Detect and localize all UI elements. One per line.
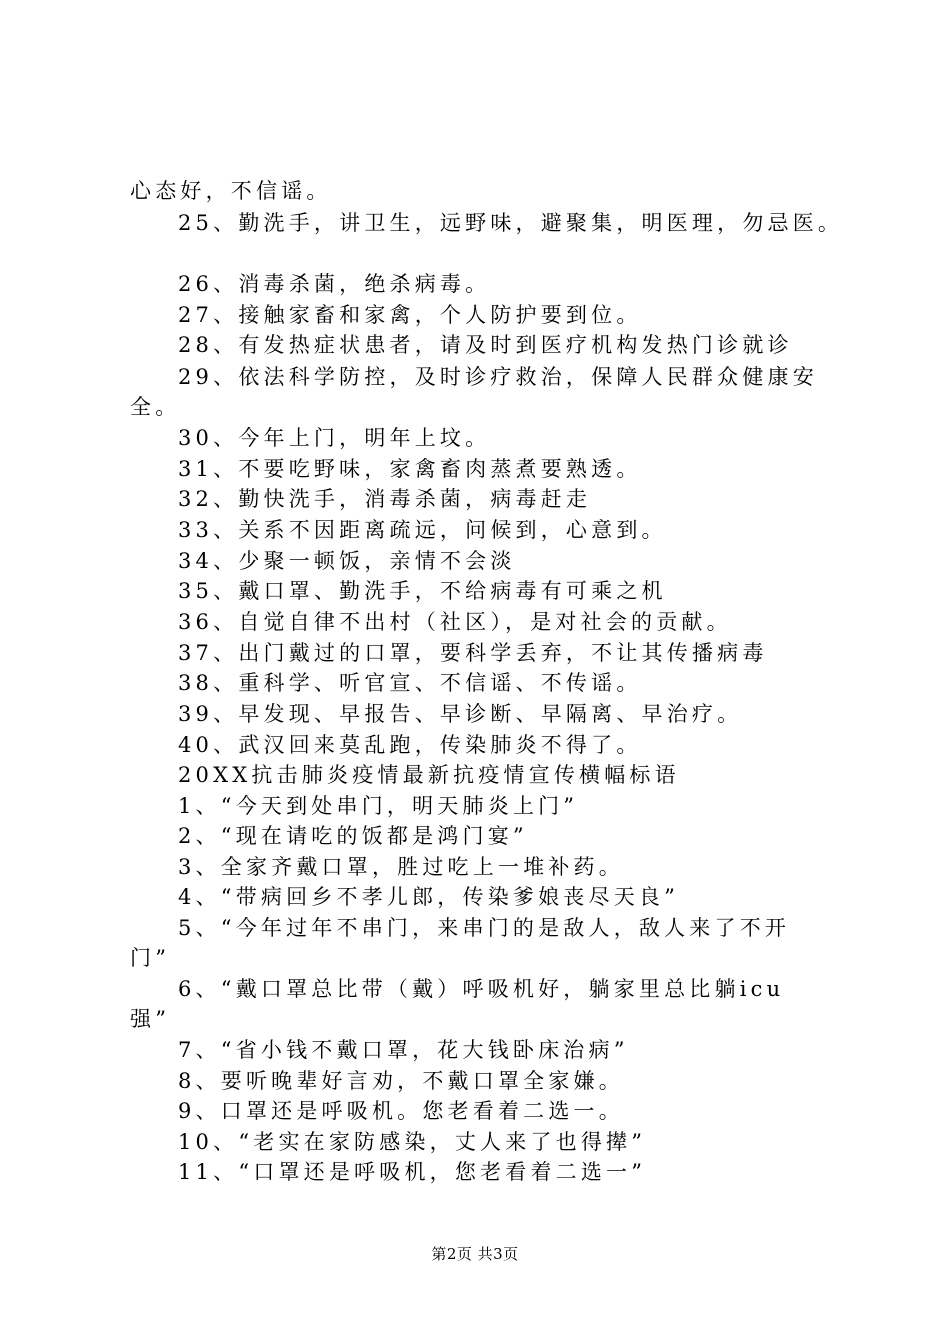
text-line: 32、勤快洗手，消毒杀菌，病毒赶走 (178, 487, 592, 511)
text-line: 3、全家齐戴口罩，胜过吃上一堆补药。 (178, 855, 624, 879)
text-line: 40、武汉回来莫乱跑，传染肺炎不得了。 (178, 733, 642, 757)
text-line: 26、消毒杀菌，绝杀病毒。 (178, 272, 491, 296)
page-footer: 第2页 共3页 (431, 1245, 519, 1263)
text-line: 心态好，不信谣。 (130, 179, 332, 203)
text-line: 35、戴口罩、勤洗手，不给病毒有可乘之机 (178, 579, 667, 603)
text-line: 31、不要吃野味，家禽畜肉蒸煮要熟透。 (178, 457, 642, 481)
text-line: 29、依法科学防控，及时诊疗救治，保障人民群众健康安 (178, 365, 818, 389)
text-line: 2、“现在请吃的饭都是鸿门宴” (178, 824, 528, 848)
text-line: 37、出门戴过的口罩，要科学丢弃，不让其传播病毒 (178, 641, 768, 665)
text-line: 6、“戴口罩总比带（戴）呼吸机好，躺家里总比躺icu (178, 977, 785, 1001)
text-line: 39、早发现、早报告、早诊断、早隔离、早治疗。 (178, 702, 743, 726)
text-line: 27、接触家畜和家禽，个人防护要到位。 (178, 303, 642, 327)
text-line: 强” (130, 1007, 171, 1031)
text-line: 9、口罩还是呼吸机。您老看着二选一。 (178, 1099, 624, 1123)
text-line: 11、“口罩还是呼吸机，您老看着二选一” (178, 1160, 647, 1184)
text-line: 38、重科学、听官宣、不信谣、不传谣。 (178, 671, 642, 695)
text-line: 33、关系不因距离疏远，问候到，心意到。 (178, 518, 667, 542)
text-line: 8、要听晚辈好言劝，不戴口罩全家嫌。 (178, 1069, 624, 1093)
text-line: 5、“今年过年不串门，来串门的是敌人，敌人来了不开 (178, 916, 791, 940)
text-line: 25、勤洗手，讲卫生，远野味，避聚集，明医理，勿忌医。 (178, 211, 844, 235)
text-line: 30、今年上门，明年上坟。 (178, 426, 491, 450)
text-line: 全。 (130, 395, 181, 419)
text-line: 门” (130, 946, 171, 970)
text-line: 28、有发热症状患者，请及时到医疗机构发热门诊就诊 (178, 333, 793, 357)
text-line: 4、“带病回乡不孝儿郎，传染爹娘丧尽天良” (178, 885, 680, 909)
section-heading: 20XX抗击肺炎疫情最新抗疫情宣传横幅标语 (178, 763, 680, 787)
text-line: 7、“省小钱不戴口罩，花大钱卧床治病” (178, 1038, 629, 1062)
text-line: 34、少聚一顿饭，亲情不会淡 (178, 549, 516, 573)
text-line: 1、“今天到处串门，明天肺炎上门” (178, 794, 579, 818)
text-line: 10、“老实在家防感染，丈人来了也得撵” (178, 1130, 647, 1154)
text-line: 36、自觉自律不出村（社区），是对社会的贡献。 (178, 610, 732, 634)
